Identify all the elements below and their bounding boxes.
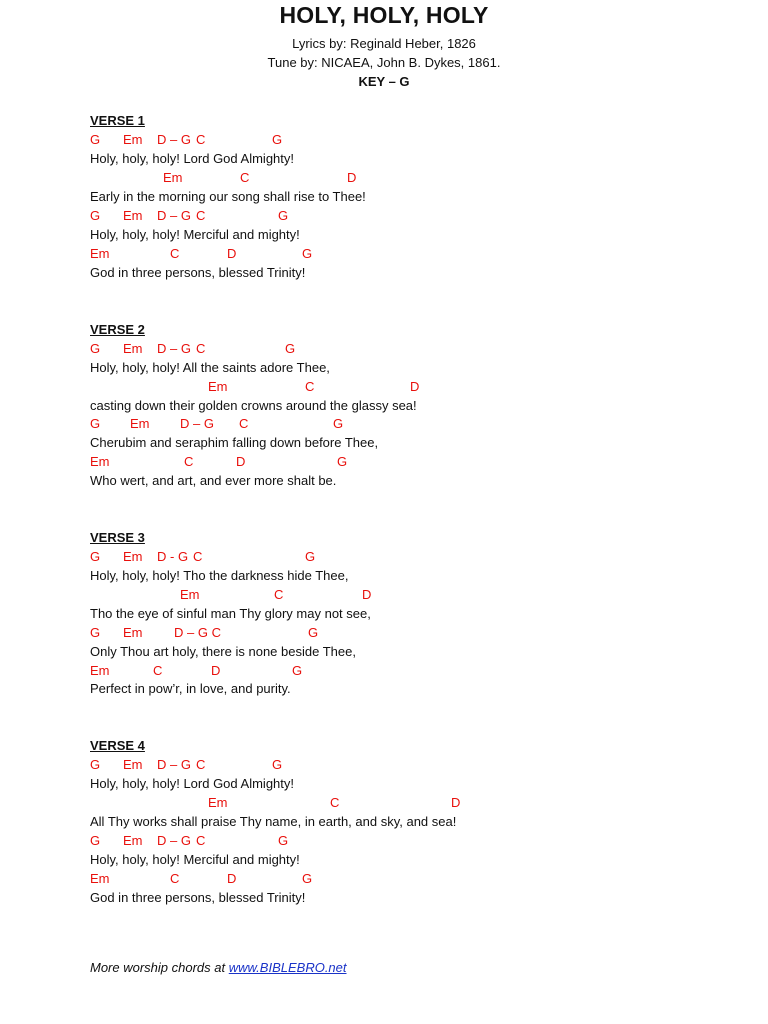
chord: Em: [123, 341, 143, 356]
chord: Em: [123, 625, 143, 640]
chord: G: [305, 549, 316, 564]
chord: D - G: [157, 549, 189, 564]
chord: G: [278, 208, 289, 223]
verse-2-lyric-4: Who wert, and art, and ever more shalt be.: [90, 473, 337, 488]
chord: D: [236, 454, 246, 469]
verse-1-lyric-1: Holy, holy, holy! Lord God Almighty!: [90, 151, 295, 166]
chord: D – G: [157, 757, 191, 772]
verse-4-chords-2: [90, 795, 690, 813]
verse-4-lyric-4: God in three persons, blessed Trinity!: [90, 890, 306, 905]
chord: G: [333, 416, 344, 431]
chord: G: [90, 416, 101, 431]
verse-2-chords-2: [90, 379, 690, 397]
song-key: KEY – G: [358, 74, 410, 89]
chord: Em: [90, 246, 110, 261]
footer-text: More worship chords at: [90, 960, 229, 975]
chord: G: [308, 625, 319, 640]
verse-3-chords-2: [90, 587, 690, 605]
verse-1-lyric-3: Holy, holy, holy! Merciful and mighty!: [90, 227, 300, 242]
chord: Em: [180, 587, 200, 602]
chord: D – G: [180, 416, 214, 431]
chord: Em: [123, 132, 143, 147]
chord: C: [153, 663, 163, 678]
biblebro-link[interactable]: www.BIBLEBRO.net: [228, 960, 347, 975]
chord: D – G: [157, 341, 191, 356]
chord: D: [362, 587, 372, 602]
verse-1-label: VERSE 1: [90, 113, 145, 128]
chord: D: [451, 795, 461, 810]
chord: D – G C: [174, 625, 221, 640]
chord: D: [211, 663, 221, 678]
verse-2-chords-3: [90, 416, 690, 434]
chord: G: [272, 132, 283, 147]
verse-2-chords-1: [90, 341, 690, 359]
chord: C: [196, 833, 206, 848]
chord: D: [347, 170, 357, 185]
chord: Em: [90, 454, 110, 469]
chord: Em: [130, 416, 150, 431]
chord: D – G: [157, 833, 191, 848]
verse-4-lyric-1: Holy, holy, holy! Lord God Almighty!: [90, 776, 295, 791]
verse-4-chords-3: [90, 833, 690, 851]
chord: G: [90, 132, 101, 147]
verse-3-lyric-2: Tho the eye of sinful man Thy glory may not see,: [90, 606, 371, 621]
verse-3-chords-1: [90, 549, 690, 567]
chord: C: [184, 454, 194, 469]
chord: G: [292, 663, 303, 678]
chord: Em: [123, 208, 143, 223]
chord: G: [90, 549, 101, 564]
chord: Em: [123, 549, 143, 564]
verse-1-chords-4: [90, 246, 690, 264]
verse-3-chords-3: [90, 625, 690, 643]
chord: Em: [123, 757, 143, 772]
verse-1-lyric-2: Early in the morning our song shall rise to Thee!: [90, 189, 366, 204]
verse-4-chords-1: [90, 757, 690, 775]
verse-1-chords-2: [90, 170, 690, 188]
chord: C: [196, 757, 206, 772]
chord: D – G: [157, 208, 191, 223]
chord: Em: [208, 795, 228, 810]
chord: C: [196, 208, 206, 223]
verse-3-lyric-3: Only Thou art holy, there is none beside Thee,: [90, 644, 356, 659]
chord: C: [170, 246, 180, 261]
chord: D: [227, 871, 237, 886]
chord: D: [410, 379, 420, 394]
verse-2-lyric-3: Cherubim and seraphim falling down before Thee,: [90, 435, 379, 450]
verse-4-label: VERSE 4: [90, 738, 145, 753]
chord: C: [239, 416, 249, 431]
chord: C: [240, 170, 250, 185]
chord: G: [278, 833, 289, 848]
footer: [90, 960, 347, 975]
lyrics-credit: Lyrics by: Reginald Heber, 1826: [292, 36, 476, 51]
chord: G: [90, 833, 101, 848]
verse-2-lyric-2: casting down their golden crowns around the glassy sea!: [90, 398, 417, 413]
chord: C: [196, 341, 206, 356]
verse-4-lyric-2: All Thy works shall praise Thy name, in earth, and sky, and sea!: [90, 814, 457, 829]
chord: G: [302, 246, 313, 261]
chord: G: [302, 871, 313, 886]
chord: D: [227, 246, 237, 261]
verse-1-chords-1: [90, 132, 690, 150]
verse-1-chords-3: [90, 208, 690, 226]
chord: G: [285, 341, 296, 356]
chord: Em: [208, 379, 228, 394]
verse-1-lyric-4: God in three persons, blessed Trinity!: [90, 265, 306, 280]
chord: G: [90, 208, 101, 223]
chord: G: [90, 757, 101, 772]
verse-2-label: VERSE 2: [90, 322, 145, 337]
chord: D – G: [157, 132, 191, 147]
verse-3-chords-4: [90, 663, 690, 681]
verse-2-chords-4: [90, 454, 690, 472]
verse-3-lyric-4: Perfect in pow’r, in love, and purity.: [90, 681, 291, 696]
chord: G: [90, 625, 101, 640]
verse-4-lyric-3: Holy, holy, holy! Merciful and mighty!: [90, 852, 300, 867]
chord: Em: [123, 833, 143, 848]
chord: C: [196, 132, 206, 147]
verse-2-lyric-1: Holy, holy, holy! All the saints adore Thee,: [90, 360, 330, 375]
chord: Em: [90, 663, 110, 678]
chord: C: [170, 871, 180, 886]
tune-credit: Tune by: NICAEA, John B. Dykes, 1861.: [267, 55, 501, 70]
chord: G: [337, 454, 348, 469]
verse-3-lyric-1: Holy, holy, holy! Tho the darkness hide Thee,: [90, 568, 349, 583]
chord: C: [274, 587, 284, 602]
chord: G: [90, 341, 101, 356]
chord: C: [305, 379, 315, 394]
chord: C: [193, 549, 203, 564]
verse-4-chords-4: [90, 871, 690, 889]
chord: Em: [163, 170, 183, 185]
song-title: HOLY, HOLY, HOLY: [279, 2, 489, 28]
chord: G: [272, 757, 283, 772]
verse-3-label: VERSE 3: [90, 530, 145, 545]
chord: Em: [90, 871, 110, 886]
chord: C: [330, 795, 340, 810]
